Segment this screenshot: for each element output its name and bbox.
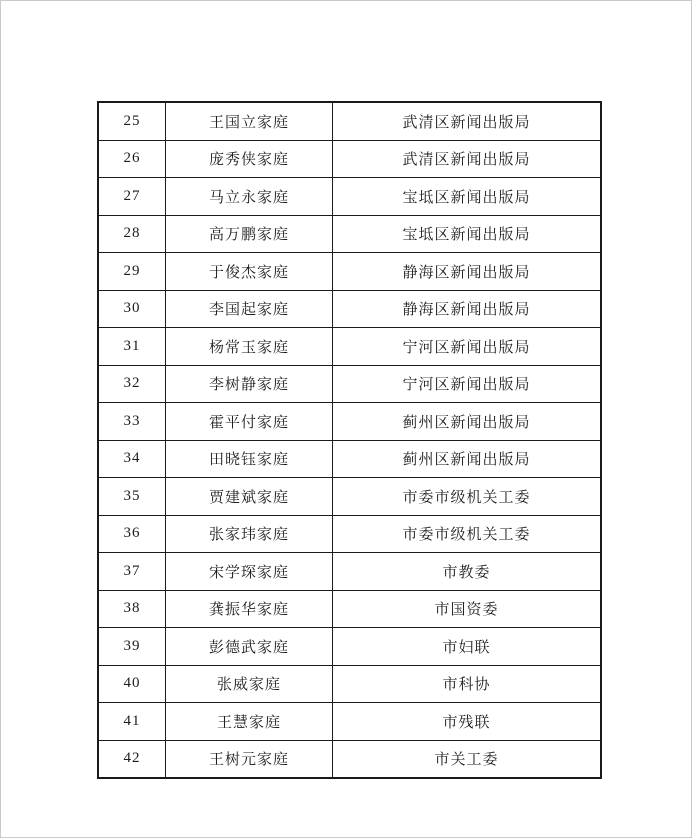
family-name: 王慧家庭	[166, 703, 333, 741]
recommending-unit: 市国资委	[333, 590, 602, 628]
row-number: 36	[98, 515, 166, 553]
row-number: 32	[98, 365, 166, 403]
recommending-unit: 宝坻区新闻出版局	[333, 178, 602, 216]
recommending-unit: 市妇联	[333, 628, 602, 666]
recommending-unit: 市关工委	[333, 740, 602, 778]
family-name: 庞秀侠家庭	[166, 140, 333, 178]
recommending-unit: 武清区新闻出版局	[333, 140, 602, 178]
row-number: 37	[98, 553, 166, 591]
table-row	[98, 403, 601, 441]
table-row	[98, 740, 601, 778]
recommending-unit: 市委市级机关工委	[333, 515, 602, 553]
family-name: 高万鹏家庭	[166, 215, 333, 253]
recommending-unit: 宝坻区新闻出版局	[333, 215, 602, 253]
row-number: 31	[98, 328, 166, 366]
table-row	[98, 515, 601, 553]
table-row	[98, 140, 601, 178]
family-name: 贾建斌家庭	[166, 478, 333, 516]
table-row	[98, 365, 601, 403]
recommending-unit: 市科协	[333, 665, 602, 703]
row-number: 33	[98, 403, 166, 441]
family-name: 王国立家庭	[166, 102, 333, 140]
row-number: 40	[98, 665, 166, 703]
recommending-unit: 市教委	[333, 553, 602, 591]
row-number: 30	[98, 290, 166, 328]
table-row	[98, 102, 601, 140]
row-number: 29	[98, 253, 166, 291]
table-row	[98, 703, 601, 741]
family-name: 彭德武家庭	[166, 628, 333, 666]
table-body	[98, 102, 601, 778]
family-list-table	[97, 101, 602, 779]
family-name: 霍平付家庭	[166, 403, 333, 441]
recommending-unit: 静海区新闻出版局	[333, 253, 602, 291]
table-row	[98, 215, 601, 253]
recommending-unit: 宁河区新闻出版局	[333, 365, 602, 403]
recommending-unit: 市残联	[333, 703, 602, 741]
recommending-unit: 市委市级机关工委	[333, 478, 602, 516]
family-name: 于俊杰家庭	[166, 253, 333, 291]
recommending-unit: 宁河区新闻出版局	[333, 328, 602, 366]
table-row	[98, 178, 601, 216]
recommending-unit: 蓟州区新闻出版局	[333, 403, 602, 441]
row-number: 27	[98, 178, 166, 216]
table-row	[98, 290, 601, 328]
family-name: 宋学琛家庭	[166, 553, 333, 591]
row-number: 39	[98, 628, 166, 666]
family-name: 李国起家庭	[166, 290, 333, 328]
row-number: 38	[98, 590, 166, 628]
family-name: 张家玮家庭	[166, 515, 333, 553]
family-name: 马立永家庭	[166, 178, 333, 216]
family-name: 张威家庭	[166, 665, 333, 703]
family-name: 王树元家庭	[166, 740, 333, 778]
family-name: 李树静家庭	[166, 365, 333, 403]
table-row	[98, 328, 601, 366]
row-number: 28	[98, 215, 166, 253]
table-row	[98, 253, 601, 291]
row-number: 26	[98, 140, 166, 178]
recommending-unit: 蓟州区新闻出版局	[333, 440, 602, 478]
family-name: 田晓钰家庭	[166, 440, 333, 478]
table-row	[98, 478, 601, 516]
table-row	[98, 553, 601, 591]
row-number: 41	[98, 703, 166, 741]
row-number: 34	[98, 440, 166, 478]
table-row	[98, 440, 601, 478]
family-name: 龚振华家庭	[166, 590, 333, 628]
row-number: 25	[98, 102, 166, 140]
family-name: 杨常玉家庭	[166, 328, 333, 366]
recommending-unit: 武清区新闻出版局	[333, 102, 602, 140]
table-row	[98, 628, 601, 666]
row-number: 42	[98, 740, 166, 778]
row-number: 35	[98, 478, 166, 516]
recommending-unit: 静海区新闻出版局	[333, 290, 602, 328]
table-row	[98, 590, 601, 628]
table-row	[98, 665, 601, 703]
